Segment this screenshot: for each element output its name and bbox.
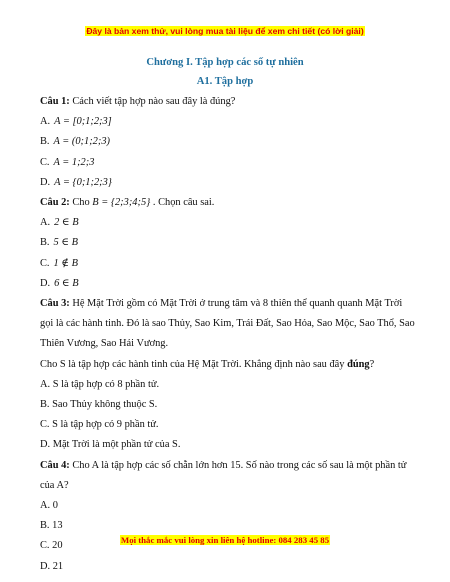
- preview-banner-text: Đây là bản xem thử, vui lòng mua tài liệu để xem chi tiết (có lời giải): [86, 26, 364, 36]
- question-4-option-b: B. 13: [40, 520, 63, 532]
- question-1-option-b: B. A = (0;1;2;3): [40, 136, 110, 148]
- question-3-label: Câu 3:: [40, 298, 70, 310]
- hotline-footer: [0, 535, 450, 545]
- question-4: [40, 456, 416, 496]
- question-1-option-c: C. A = 1;2;3: [40, 156, 95, 168]
- chapter-title: Chương I. Tập hợp các số tự nhiên: [146, 57, 304, 68]
- question-3-emphasis: đúng: [347, 358, 370, 370]
- question-3-option-b: B. Sao Thủy không thuộc S.: [40, 399, 158, 411]
- question-2-option-b: B. 5 ∈ B: [40, 237, 78, 249]
- question-3-prompt: Cho S là tập hợp các hành tinh của Hệ Mặt Trời. Khẳng định nào sau đây đúng?: [40, 358, 375, 370]
- question-2-option-c: C. 1 ∉ B: [40, 257, 78, 269]
- question-4-text: Cho A là tập hợp các số chẵn lớn hơn 15. Số nào trong các số sau là một phần tử của A?: [40, 459, 407, 491]
- question-2-set: B = {2;3;4;5}: [92, 197, 151, 209]
- question-3: [40, 294, 416, 355]
- preview-banner: [0, 26, 450, 36]
- question-1: [40, 92, 416, 112]
- question-3-text: Hệ Mặt Trời gồm có Mặt Trời ở trung tâm và 8 thiên thể quanh quanh Mặt Trời gọi là các hành tinh. Đó là sao Thủy, Sao Kim, Trái Đất, Sao Hỏa, Sao Mộc, Sao Thổ, Sao Thiên Vương, Sao Hải Vương.: [40, 298, 415, 350]
- question-4-option-d: D. 21: [40, 560, 64, 572]
- question-3-option-c: C. S là tập hợp có 9 phần tử.: [40, 419, 159, 431]
- question-1-option-d: D. A = {0;1;2;3}: [40, 176, 112, 188]
- question-2: Câu 2: Cho B = {2;3;4;5} . Chọn câu sai.: [40, 197, 215, 209]
- question-4-label: Câu 4:: [40, 459, 70, 471]
- question-3-option-d: D. Mặt Trời là một phần tử của S.: [40, 439, 181, 451]
- section-title: A1. Tập hợp: [196, 76, 254, 87]
- question-2-option-d: D. 6 ∈ B: [40, 277, 79, 289]
- question-4-option-a: A. 0: [40, 500, 58, 512]
- question-1-label: Câu 1:: [40, 96, 70, 107]
- question-content: [40, 92, 416, 577]
- question-3-option-a: A. S là tập hợp có 8 phần tử.: [40, 378, 160, 390]
- question-2-option-a: A. 2 ∈ B: [40, 217, 79, 229]
- hotline-footer-text: Mọi thắc mắc vui lòng xin liên hệ hotline: 084 283 45 85: [120, 535, 330, 545]
- question-2-label: Câu 2:: [40, 197, 70, 209]
- question-1-text: Cách viết tập hợp nào sau đây là đúng?: [69, 96, 236, 107]
- question-1-option-a: A. A = [0;1;2;3]: [40, 116, 112, 128]
- question-4-option-c: C. 20: [40, 540, 63, 552]
